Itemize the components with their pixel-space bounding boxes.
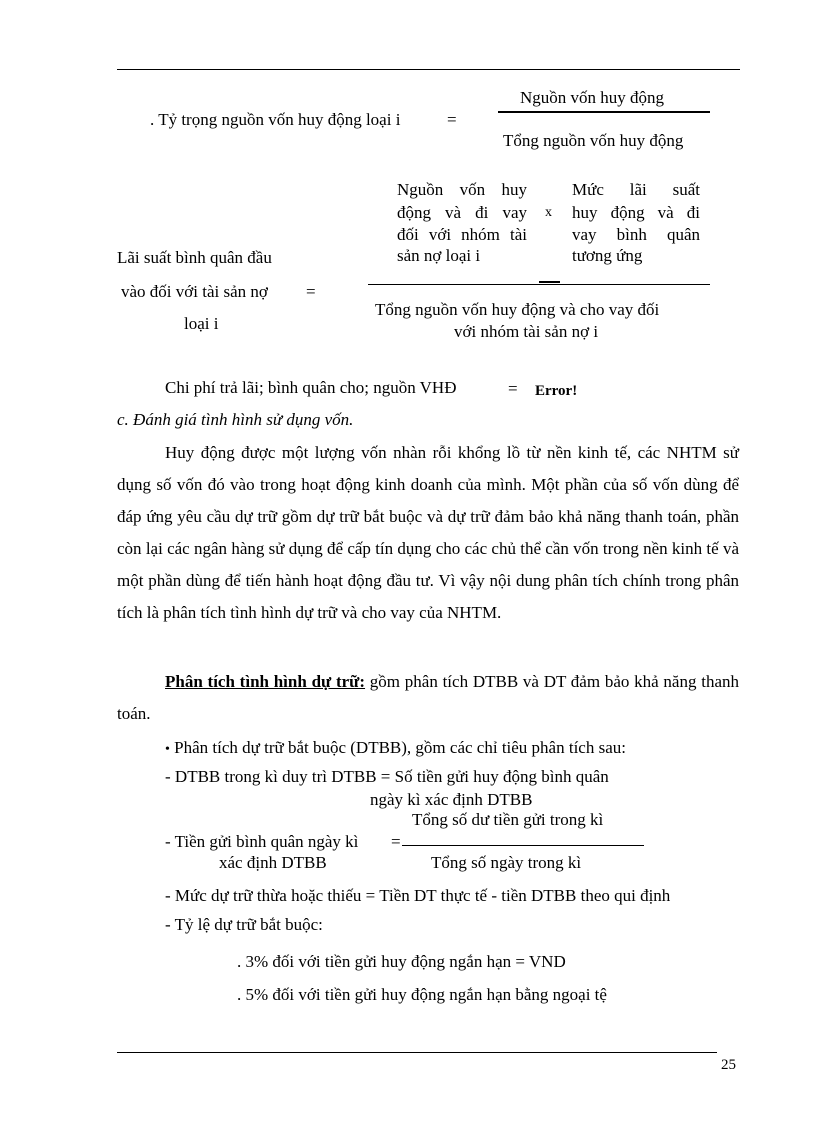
section-c-paragraph: Huy động được một lượng vốn nhàn rỗi khổng lồ từ nền kinh tế, các NHTM sử dụng số vốn đó vào trong hoạt động kinh doanh của mình. Một phần của số vốn dùng để đáp ứng yêu cầu dự trữ gồm dự trữ bắt buộc và dự trữ đảm bảo khả năng thanh toán, phần còn lại các ngân hàng sử dụng để cấp tín dụng cho các chủ thể cần vốn trong nền kinh tế và một phần dùng để tiến hành hoạt động đầu tư. Vì vậy nội dung phân tích chính trong phân tích là phân tích tình hình dự trữ và cho vay của NHTM. [117,443,739,622]
formula3-error: Error! [535,383,578,399]
formula2-denominator-line-1: Tổng nguồn vốn huy động và cho vay đối [375,300,660,319]
reserve-bullet-text: Phân tích dự trữ bắt buộc (DTBB), gồm các chỉ tiêu phân tích sau: [174,738,626,757]
item1-line1: - DTBB trong kì duy trì DTBB = Số tiền gửi huy động bình quân [165,767,609,786]
formula1-label: . Tỷ trọng nguồn vốn huy động loại i [150,110,401,129]
formula2-right-line-1: Mức lãi suất [572,180,700,199]
section-c-heading: c. Đánh giá tình hình sử dụng vốn. [117,410,354,429]
formula2-fraction-mark [539,281,560,283]
header-rule [117,69,740,70]
reserve-paragraph [117,666,739,730]
item2-fraction-line [402,845,644,846]
formula2-label-line-1: Lãi suất bình quân đầu [117,248,272,267]
page-number: 25 [721,1057,736,1073]
reserve-heading: Phân tích tình hình dự trữ: [165,672,366,691]
formula2-label-line-3: loại i [184,314,219,333]
item2-label-line2: xác định DTBB [219,853,327,872]
formula1-equals: = [447,110,457,129]
reserve-bullet-line [165,738,626,759]
item2-numerator: Tổng số dư tiền gửi trong kì [412,810,604,829]
formula1-denominator: Tổng nguồn vốn huy động [503,131,684,150]
sub-item-1: . 3% đối với tiền gửi huy động ngắn hạn = VND [237,952,566,971]
formula2-left-line-1: Nguồn vốn huy [397,180,527,199]
formula2-left-line-4: sản nợ loại i [397,246,481,265]
item1-line2: ngày kì xác định DTBB [370,790,533,809]
item4: - Tỷ lệ dự trữ bắt buộc: [165,915,323,934]
formula2-left-line-2: động và đi vay [397,203,527,222]
formula2-left-line-3: đối với nhóm tài [397,225,527,244]
footer-rule [117,1052,717,1053]
item3: - Mức dự trữ thừa hoặc thiếu = Tiền DT thực tế - tiền DTBB theo qui định [165,886,671,905]
formula2-denominator-line-2: với nhóm tài sản nợ i [454,322,599,341]
sub-item-2: . 5% đối với tiền gửi huy động ngắn hạn bằng ngoại tệ [237,985,607,1004]
item2-equals: = [391,832,401,851]
formula1-fraction-line [498,111,710,113]
formula2-times: x [545,205,552,220]
formula2-right-line-3: vay bình quân [572,225,700,244]
item2-label-line1: - Tiền gửi bình quân ngày kì [165,832,359,851]
formula2-right-line-4: tương ứng [572,246,643,265]
formula1-numerator: Nguồn vốn huy động [520,88,665,107]
reserve-heading-rest: gồm phân tích DTBB và DT đảm bảo khả năng thanh toán. [117,672,739,723]
formula3-equals: = [508,379,518,398]
formula3-label: Chi phí trả lãi; bình quân cho; nguồn VHĐ [165,378,457,397]
formula2-fraction-line [368,284,710,285]
formula2-equals: = [306,282,316,301]
bullet-icon: • [165,742,170,757]
formula2-label-line-2: vào đối với tài sản nợ [121,282,268,301]
item2-denominator: Tổng số ngày trong kì [431,853,582,872]
formula2-right-line-2: huy động và đi [572,203,700,222]
